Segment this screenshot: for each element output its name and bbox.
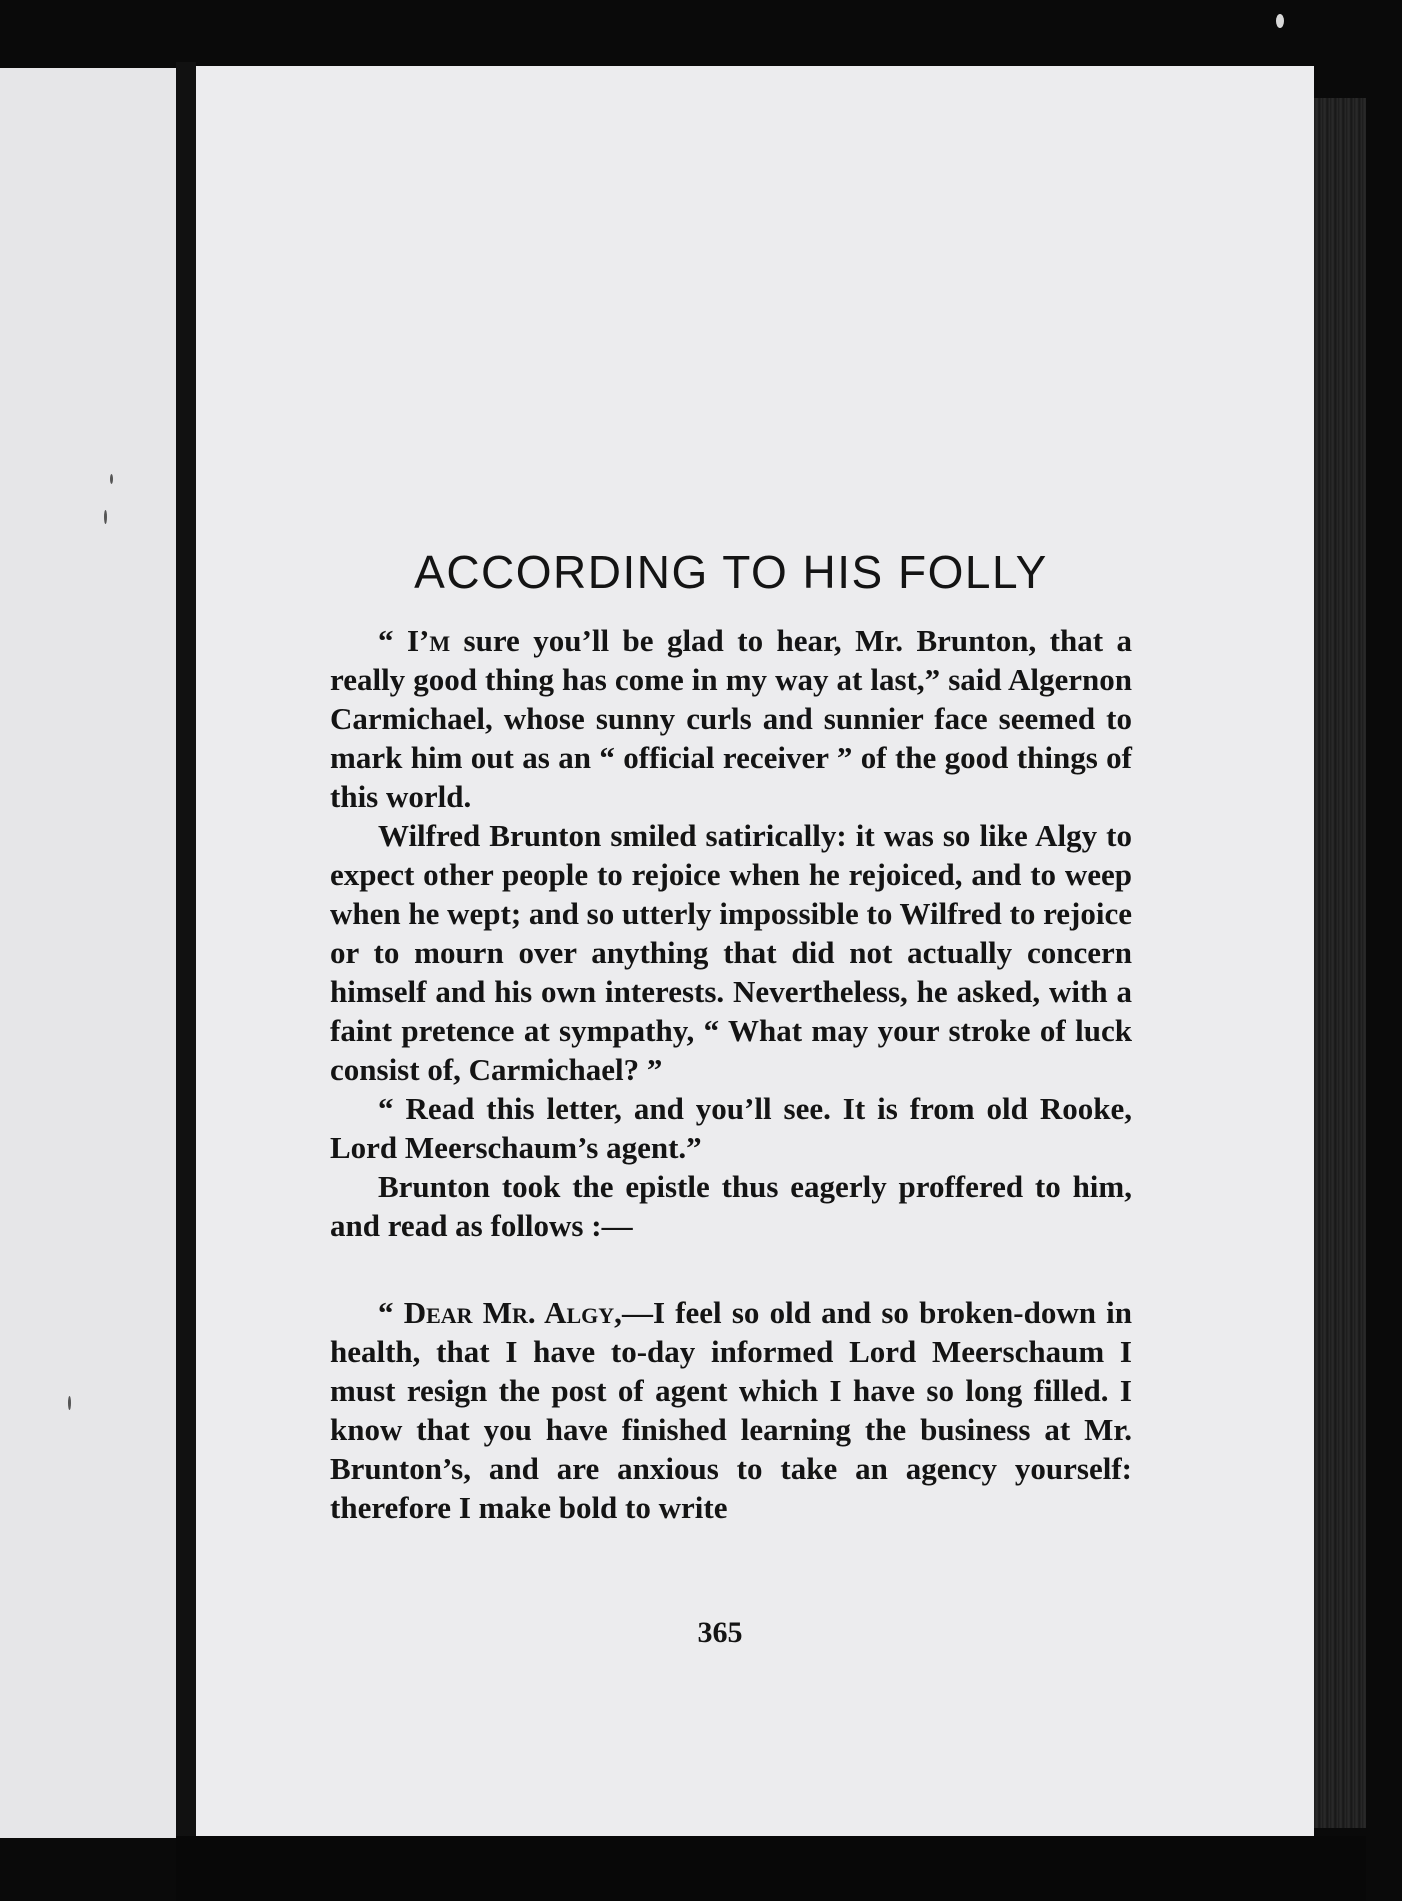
paragraph — [330, 621, 1132, 816]
scan-speck — [104, 510, 107, 524]
paragraph-text: sure you’ll be glad to hear, Mr. Brunton, that a really good thing has come in my way at last,” said Algernon Carmichael, whose sunny curls and sunnier face seemed to mark him out as an “ official receiver ” of the good things of this world. — [330, 623, 1133, 814]
letter-text: —I feel so old and so broken-down in health, that I have to-day informed Lord Meerschaum I must resign the post of agent which I have so long filled. I know that you have finished learning the business at Mr. Brunton’s, and are anxious to take an agency yourself: therefore I make bold to write — [330, 1295, 1133, 1525]
page-bottom-shadow — [176, 1836, 1366, 1901]
paragraph: “ Read this letter, and you’ll see. It is from old Rooke, Lord Meerschaum’s agent.” — [330, 1091, 1132, 1165]
scan-speck — [1276, 14, 1284, 28]
paragraph: Brunton took the epistle thus eagerly proffered to him, and read as follows :— — [330, 1169, 1132, 1243]
scan-speck — [110, 474, 113, 484]
letter-paragraph — [330, 1293, 1132, 1527]
facing-page-blank — [0, 68, 176, 1838]
page-fore-edge — [1314, 98, 1366, 1828]
binding-gutter — [176, 62, 196, 1852]
letter-salutation: Dear Mr. Algy, — [403, 1295, 622, 1330]
paragraph-opening-quote: “ I’ — [378, 623, 430, 658]
page-number: 365 — [697, 1616, 743, 1649]
letter-opening-quote: “ — [378, 1295, 404, 1330]
chapter-title: ACCORDING TO HIS FOLLY — [414, 546, 1048, 598]
page-text — [330, 545, 1132, 1527]
scan-speck — [68, 1396, 71, 1410]
paragraph: Wilfred Brunton smiled satirically: it was so like Algy to expect other people to rejoice when he rejoiced, and to weep when he wept; and so utterly impossible to Wilfred to rejoice or to mourn over anything that did not actually concern himself and his own interests. Nevertheless, he asked, with a faint pretence at sympathy, “ What may your stroke of luck consist of, Carmichael? ” — [330, 818, 1132, 1087]
paragraph-opening-small-caps: m — [429, 623, 451, 658]
